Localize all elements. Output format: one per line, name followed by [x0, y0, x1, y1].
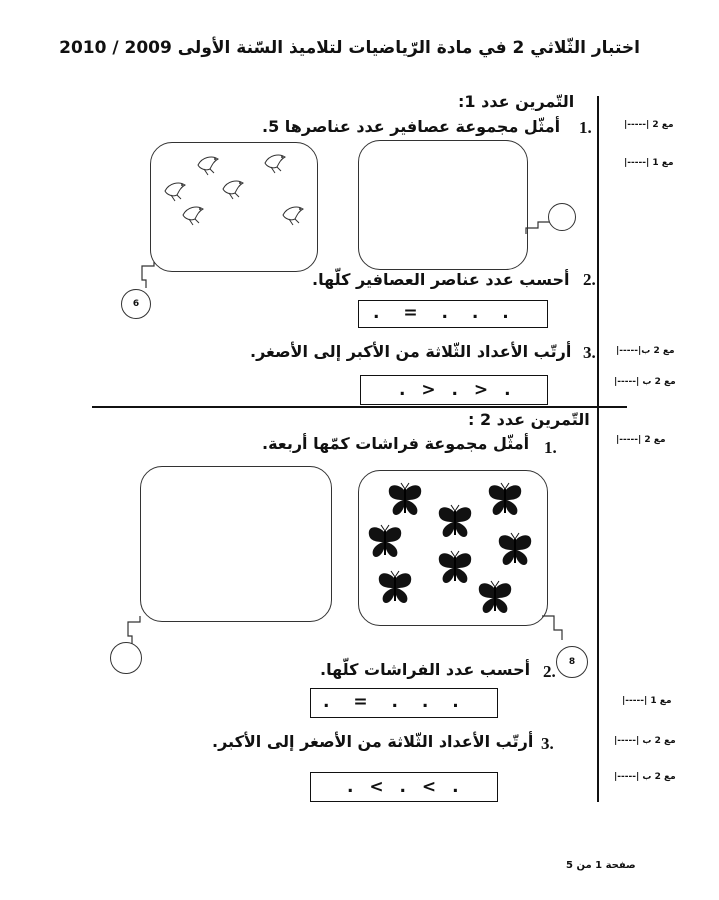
butterfly-icon — [479, 581, 511, 613]
margin-note: مع 1 |-----| — [622, 696, 672, 706]
exercise2-q3-number: 3. — [541, 734, 554, 753]
page-title: اختبار الثّلاثي 2 في مادة الرّياضيات لتلاميذ السّنة الأولى 2009 / 2010 — [59, 38, 640, 58]
sum-answer-template-2: . = . . . — [323, 692, 459, 712]
exercise2-q1-text: أمثّل مجموعة فراشات كمّها أربعة. — [262, 434, 530, 453]
butterfly-icon — [379, 571, 411, 603]
margin-note: مع 1 |-----| — [624, 158, 674, 168]
exercise1-q3-number: 3. — [583, 343, 596, 362]
birds-drawing — [151, 143, 317, 271]
butterflies-count-bubble: 8 — [556, 646, 588, 678]
exercise2-q2-text: أحسب عدد الفراشات كلّها. — [320, 660, 531, 679]
exercise1-q3-text: أرتّب الأعداد الثّلاثة من الأكبر إلى الأصغر. — [250, 342, 572, 361]
exercise2-sum-answer-box[interactable] — [310, 688, 498, 718]
margin-divider — [597, 96, 599, 802]
margin-note: مع 2 |-----| — [624, 120, 674, 130]
exercise1-q1-number: 1. — [579, 118, 592, 137]
butterfly-answer-box[interactable] — [140, 466, 332, 622]
exercise1-sum-answer-box[interactable] — [358, 300, 548, 328]
exercise2-q2-number: 2. — [543, 662, 556, 681]
exercise2-order-answer-box[interactable] — [310, 772, 498, 802]
butterflies-drawing — [359, 471, 547, 625]
exercise2-q3-text: أرتّب الأعداد الثّلاثة من الأصغر إلى الأكبر. — [212, 732, 534, 751]
butterfly-icon — [439, 505, 471, 537]
bird-icon — [183, 207, 203, 225]
exercise1-order-answer-box[interactable] — [360, 375, 548, 405]
butterfly-icon — [389, 483, 421, 515]
bird-icon — [223, 181, 243, 199]
order-answer-template: . > . > . — [399, 380, 511, 400]
bird-icon — [283, 207, 303, 225]
butterfly-icon — [499, 533, 531, 565]
butterflies-box — [358, 470, 548, 626]
connector-line — [132, 262, 162, 292]
exercise2-q1-number: 1. — [544, 438, 557, 457]
order-answer-template-2: . < . < . — [347, 777, 459, 797]
exercise2-heading: التّمرين عدد 2 : — [468, 410, 590, 429]
section-divider — [92, 406, 627, 408]
butterfly-icon — [489, 483, 521, 515]
margin-note: مع 2 ب |-----| — [614, 377, 676, 387]
birds-box — [150, 142, 318, 272]
exercise1-q1-text: أمثّل مجموعة عصافير عدد عناصرها 5. — [262, 117, 561, 136]
bird-icon — [198, 157, 218, 175]
margin-note: مع 2 ب|-----| — [616, 346, 675, 356]
margin-note: مع 2 ب |-----| — [614, 736, 676, 746]
exercise1-q2-text: أحسب عدد عناصر العصافير كلّها. — [312, 270, 570, 289]
bird-icon — [165, 183, 185, 201]
exercise1-heading: التّمرين عدد 1: — [458, 92, 575, 111]
bird-answer-box[interactable] — [358, 140, 528, 270]
margin-note: مع 2 |-----| — [616, 435, 666, 445]
page-number: صفحة 1 من 5 — [566, 860, 636, 871]
bird-icon — [265, 155, 285, 173]
empty-count-bubble[interactable] — [548, 203, 576, 231]
margin-note: مع 2 ب |-----| — [614, 772, 676, 782]
sum-answer-template: . = . . . — [373, 303, 509, 323]
birds-count-bubble: 6 — [121, 289, 151, 319]
exercise1-q2-number: 2. — [583, 270, 596, 289]
empty-count-bubble-2[interactable] — [110, 642, 142, 674]
butterfly-icon — [439, 551, 471, 583]
butterfly-icon — [369, 525, 401, 557]
